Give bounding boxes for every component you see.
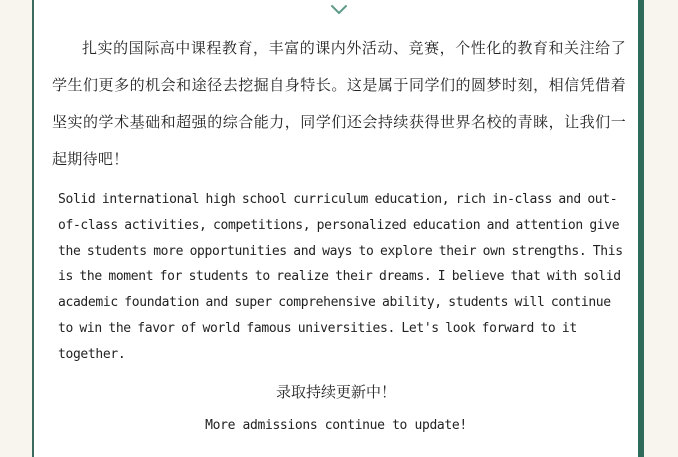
chevron-down-icon[interactable] [330,4,348,16]
chinese-footer: 录取持续更新中！ [275,383,396,401]
chinese-paragraph: 扎实的国际高中课程教育，丰富的课内外活动、竞赛，个性化的教育和关注给了学生们更多的机会和途径去挖掘自身特长。这是属于同学们的圆梦时刻，相信凭借着坚实的学术基础和超强的综合能力，同学们还会持续获得世界名校的青睐，让我们一起期待吧！ [52,39,626,168]
english-footer: More admissions continue to update! [205,418,467,433]
article-card [32,0,644,457]
english-paragraph: Solid international high school curriculum education, rich in-class and out-of-class activities, competitions, personalized education and attention give the students more opportunities and ways to explore their own strengths. This is the moment for students to realize their dreams. I believe that with solid academic foundation and super comprehensive ability, students will continue to win the favor of world famous universities. Let's look forward to it together. [58,192,623,362]
